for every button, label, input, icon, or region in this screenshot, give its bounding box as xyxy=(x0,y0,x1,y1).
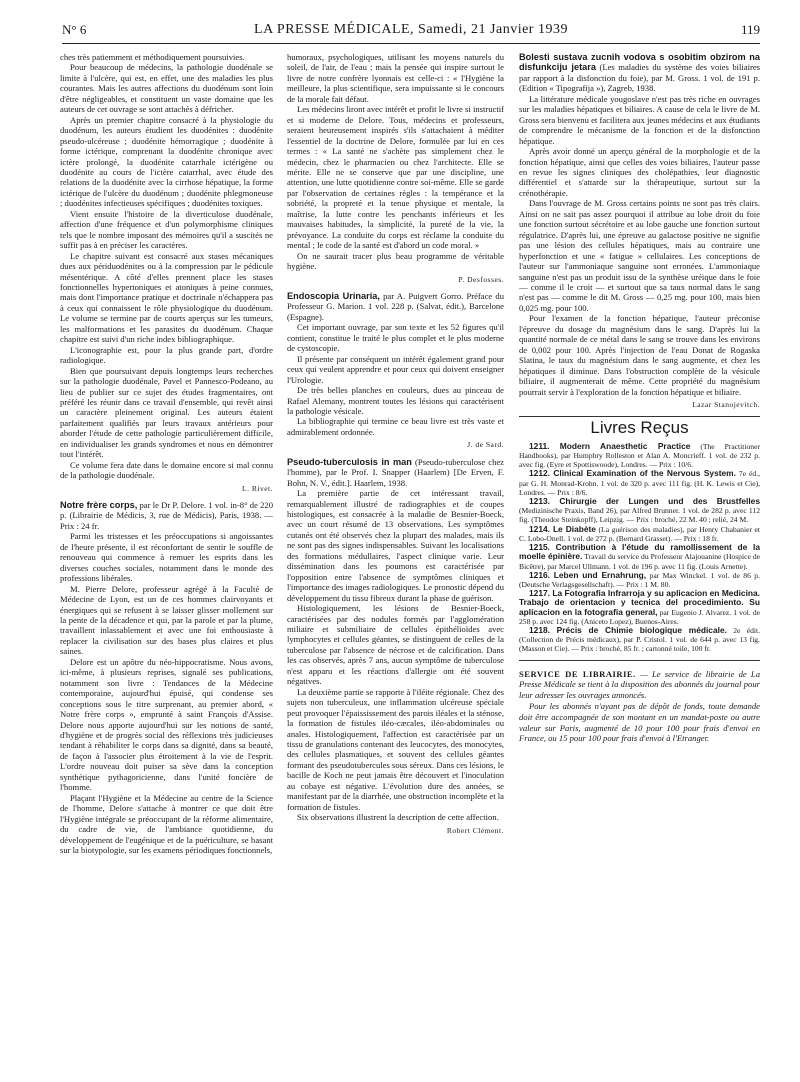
paragraph: Bien que poursuivant depuis longtemps leurs recherches sur la pathologie duodénale, Pavel et Pannesco-Podeano, au lieu de publier sur ce sujet des études fragmentaires, ont préféré les réunir dans ce travail d'ensemble, qui revêt ainsi un caractère pleinement original. Les auteurs étaient parfaitement qualifiés par leurs travaux antérieurs pour aborder l'étude de cette pathologie particulièrement difficile, en individualiser les grands syndromes et nous en démontrer tout l'intérêt. xyxy=(60,365,273,460)
paragraph: L'iconographie est, pour la plus grande part, d'ordre radiologique. xyxy=(60,344,273,366)
column-left xyxy=(60,52,273,1076)
book-entry xyxy=(519,525,760,543)
book-reference: par A. Puigvert Gorro. Préface du Professeur G. Marion. 1 vol. 228 p. (Salvat, édit.), Barcelone (Espagne). xyxy=(287,290,504,322)
review-heading xyxy=(287,291,504,322)
paragraph: La deuxième partie se rapporte à l'iléite régionale. Chez des sujets non tuberculeux, une inflammation ulcéreuse spéciale peut provoquer l'épaississement des parois iléales et la sténose, la formation de fistules iléo-cæcales, iléo-abdominales ou anales. Histologiquement, l'affection est caractérisée par un tissu de granulations contenant des leucocytes, des monocytes, des cellules plasmatiques, et souvent des cellules géantes formant des pseudotubercules sous séreux. Dans ces lésions, le bacille de Koch ne peut jamais être découvert et l'inoculation au cobaye est négative. L'évolution dure des années, se manifestant par de la diarrhée, une obstruction incomplète et la formation de fistules. xyxy=(287,686,504,812)
book-entry-title: 1214. Le Diabète xyxy=(529,523,596,534)
column-right xyxy=(519,52,760,1076)
book-entry-reference: 2e édit. (Collection de Précis médicaux), par P. Cristol. 1 vol. de 644 p. avec 13 fig. (Masson et Cie). — Prix : broché, 85 fr. ; cartonné toile, 100 fr. xyxy=(519,625,760,654)
book-entry-title: 1215. Contribution à l'étude du ramollissement de la moelle épinière. xyxy=(519,542,760,562)
paragraph: La littérature médicale yougoslave n'est pas très riche en ouvrages sur les maladies hépatiques et biliaires. A cause de cela le livre de M. Gross sera bienvenu et facilitera aux jeunes médecins et aux étudiants de comprendre le mécanisme de la fonction et de la disfonction hépatique. xyxy=(519,93,760,146)
book-entry-reference: par Max Winckel. 1 vol. de 86 p. (Deutsche Verlagsgesellschaft). — Prix : 1 M. 80. xyxy=(519,570,760,589)
paragraph: M. Pierre Delore, professeur agrégé à la Faculté de Médecine de Lyon, est un de ces hommes clairvoyants et énergiques qui se refusent à se laisser glisser mollement sur la pente de la décadence et qui, par la parole et par la plume, travaillent inlassablement et avec une foi enthousiaste à replacer la civilisation sur des bases plus claires et plus saines. xyxy=(60,583,273,657)
paragraph: La première partie de cet intéressant travail, remarquablement illustré de radiographies et de coupes histologiques, est consacrée à la maladie de Besnier-Boeck, avec un court résumé de 13 observations. Les symptômes cutanés ont été observés chez la plupart des malades, mais ils ne sont pas des signes indispensables. Suivant les localisations des formations médullaires, l'aspect clinique varie. Leur dissémination dans les poumons est caractérisée par l'opposition entre l'absence de symptômes cliniques et l'importance des images radiologiques. Le pronostic dépend du développement du tissu fibreux durant la phase de guérison. xyxy=(287,488,504,603)
book-reference: par le Dr P. Delore. 1 vol. in-8° de 220 p. (Librairie de Médicis, 3, rue de Médicis), Paris, 1938. — Prix : 24 fr. xyxy=(60,500,273,531)
review-signature: P. Desfosses. xyxy=(458,274,504,284)
review-signature: Robert Clément. xyxy=(446,825,504,835)
paragraph: On ne saurait tracer plus beau programme de véritable hygiène. xyxy=(287,250,504,272)
book-entry-reference: 7e éd., par G. H. Monrad-Krohn. 1 vol. de 320 p. avec 111 fig. (H. K. Lewis et Cie), Londres. — Prix : 8/6. xyxy=(519,469,760,497)
paragraph: Histologiquement, les lésions de Besnier-Boeck, caractérisées par des nodules formés par l'agglomération miliaire et submiliaire de cellules épithélioïdes avec lymphocytes et cellules géantes, se distinguent de celles de la tuberculose par l'absence de nécrose et de calcification. Dans les cas observés, après 7 ans, aucun symptôme de tuberculose n'est apparu et les réactions d'allergie ont été souvent négatives. xyxy=(287,603,504,687)
paragraph: La bibliographie qui termine ce beau livre est très vaste et admirablement ordonnée. xyxy=(287,416,504,437)
paragraph: Plaçant l'Hygiène et la Médecine au centre de la Science de l'homme, Delore s'attache à montrer ce que doit être l'Hygiène intégrale se préoccupant de la réforme alimentaire, du cadre de vie, de l'ambiance quotidienne, du développement de l'eugénique et de la puériculture, se basant sur la biotypologie, sur les examens périodiques fonctionnels, xyxy=(60,792,273,855)
book-entry-title: 1217. La Fotografia Infrarroja y su aplicacion en Medicina. Trabajo de orientacion y tecnica del procedimiento. Su aplicacion en la fotografia general, xyxy=(519,588,760,617)
paragraph: Cet important ouvrage, par son texte et les 52 figures qu'il contient, constitue le traité le plus complet et le plus moderne de cystoscopie. xyxy=(287,322,504,354)
section-heading-livres-recus: Livres Reçus xyxy=(590,418,689,438)
book-entry-reference: Travail du service du Professeur Alajouanine (Hospice de Bicêtre), par Marcel Ullmann. 1 vol. de 196 p. avec 11 fig. (Louis Arnette). xyxy=(519,552,760,571)
book-title: Endoscopia Urinaria, xyxy=(287,290,380,301)
review-signature: L. Rivet. xyxy=(242,483,273,493)
book-entry xyxy=(519,469,760,497)
books-received-list xyxy=(519,442,760,654)
book-entry-title: 1211. Modern Anaesthetic Practice xyxy=(529,440,691,451)
review-signature: J. de Sard. xyxy=(467,440,504,450)
paragraph: Parmi les tristesses et les préoccupations si angoissantes de l'heure présente, il est réconfortant de sentir le souffle de renouveau qui commence à remuer les esprits dans les diverses couches sociales, notamment dans le monde des professions libérales. xyxy=(60,531,273,584)
section-divider xyxy=(519,660,760,661)
page-number: 119 xyxy=(740,22,760,37)
header-rule xyxy=(62,43,760,44)
issue-number: N° 6 xyxy=(62,22,87,37)
book-entry xyxy=(519,589,760,626)
book-entry xyxy=(519,497,760,525)
paragraph: Après avoir donné un aperçu général de la morphologie et de la fonction hépatique, ainsi que celles des voies biliaires, l'auteur passe en revue les signes cliniques des cholépathies, leur diagnostic différentiel et s'attarde sur la thérapeutique, surtout sur la crénothérapie. xyxy=(519,146,760,198)
paragraph: Il présente par conséquent un intérêt également grand pour ceux qui veulent apprendre et pour ceux qui doivent enseigner l'Urologie. xyxy=(287,353,504,385)
book-entry-title: 1218. Précis de Chimie biologique médicale. xyxy=(529,624,727,635)
service-paragraph xyxy=(519,669,760,701)
library-service-notice xyxy=(519,669,760,745)
book-entry-reference: (The Practitioner Handbooks), par Humphry Rolleston et Alan A. Moncrieff. 1 vol. de 232 p. avec fig. (Eyre et Spottiswoode), Londres. — Prix : 10/6. xyxy=(519,441,760,470)
review-heading xyxy=(60,500,273,531)
paragraph: ches très patiemment et méthodiquement poursuivies. xyxy=(60,52,245,62)
paragraph: Dans l'ouvrage de M. Gross certains points ne sont pas très clairs. Ainsi on ne sait pas assez pourquoi il attribue au lobe droit du foie une fonction surtout sécrétoire et au lobe gauche une fonction surtout régulatrice. D'après lui, une épreuve au galactose positive ne signifie pas une lésion des cellules hépatiques, mais au contraire une hyperfonction et une « fatigue » cellulaires. Les conceptions de l'auteur sur l'ammoniaque sanguine sont erronées. L'ammoniaque sanguine n'est pas un produit issu de la synthèse uréique dans le foie — comme il le croit — et surtout que sa taux normal dans le sang n'est pas — comme le dit M. Gross — 0,25 mg. pour 100, mais bien 0,025 mg. pour 100. xyxy=(519,198,760,313)
paragraph: Pour beaucoup de médecins, la pathologie duodénale se limite à l'ulcère, qui est, en effet, une des maladies les plus courantes. Mais les autres affections du duodénum sont loin d'être négligeables, et constituent un vaste domaine que les auteurs de cet ouvrage se sont attachés à défricher. xyxy=(60,62,273,115)
service-text: — Le service de librairie de La Presse Médicale se tient à la disposition des abonnés du journal pour leur adresser les ouvrages annoncés. xyxy=(519,668,760,701)
review-heading xyxy=(287,457,504,488)
review-signature: Lazar Stanojevitch. xyxy=(692,399,760,409)
paragraph: Vient ensuite l'histoire de la diverticulose duodénale, affection d'une fréquence et d'un polymorphisme cliniques tels que le nombre imposant des mémoires qu'il a suscités ne suffit pas à en préciser les caractères. xyxy=(60,208,273,251)
book-reference: (Les maladies du système des voies biliaires par rapport à la disfonction du foie), par M. Gross. 1 vol. de 191 p. (Edition « Tipografija »), Zagreb, 1938. xyxy=(519,62,760,94)
book-entry xyxy=(519,571,760,589)
book-entry-title: 1213. Chirurgie der Lungen und des Brustfelles xyxy=(529,496,760,507)
paragraph: Après un premier chapitre consacré à la physiologie du duodénum, les auteurs étudient les duodénites : duodénite pseudo-ulcéreuse ; duodénite hémorragique ; duodénite à forme ictérique, comprenant la duodénite chronique avec ictère prolongé, la duodénite catarrhale ictérigène ou duodénite au cours de l'ictère catarrhal, avec étude des relations de la duodénite avec la cirrhose hépatique, la forme ictérique de l'ulcère du duodénum ; duodénite phlegmoneuse ; duodénites infectieuses spécifiques ; duodénites toxiques. xyxy=(60,114,273,209)
book-entry-reference: par Eugenio J. Alvarez. 1 vol. de 258 p. avec 124 fig. (Aniceto Lopez), Buenos-Aires. xyxy=(519,607,760,626)
book-entry-title: 1212. Clinical Examination of the Nervous System. xyxy=(529,468,736,479)
book-entry-reference: (Medizinische Praxis, Band 26), par Alfred Brunner. 1 vol. de 282 p. avec 112 fig. (Theodor Steinkopff), Leipzig. — Prix : broché, 22 M. 40 ; relié, 24 M. xyxy=(519,506,760,525)
section-divider xyxy=(519,416,760,417)
book-entry-reference: (La guérison des maladies), par Henry Chabanier et C. Lobo-Onell. 1 vol. de 272 p. (Bernard Grasset). — Prix : 18 fr. xyxy=(519,524,760,543)
paragraph: Six observations illustrent la description de cette affection. xyxy=(297,812,499,823)
paragraph: De très belles planches en couleurs, dues au pinceau de Rafael Alemany, montrent toutes les lésions qui caractérisent la pathologie vésicale. xyxy=(287,385,504,416)
review-heading xyxy=(519,52,760,94)
paragraph: humoraux, psychologiques, utilisant les moyens naturels du soleil, de l'air, de l'eau ; mais la pensée qui inspire surtout le livre de notre confrère lyonnais est celle-ci : « l'Hygiène la meilleure, la plus scientifique, sera impuissante si le concours de la morale fait défaut. xyxy=(287,52,504,104)
column-middle xyxy=(287,52,504,1076)
journal-title: LA PRESSE MÉDICALE, Samedi, 21 Janvier 1939 xyxy=(254,22,568,37)
book-entry xyxy=(519,543,760,571)
paragraph: Le chapitre suivant est consacré aux stases mécaniques dues aux périduodénites ou à la compression par le pédicule mésentérique. A côté d'elles prennent place les stases fonctionnelles hypertoniques et atoniques à peine connues, mais dont l'importance pratique et doctrinale n'échappera pas à ceux qui connaissent le rôle physiologique du duodénum. Le volume se termine par de courts aperçus sur les tumeurs, les malformations et les parasites du duodénum. Chaque chapitre est suivi d'un riche index bibliographique. xyxy=(60,250,273,345)
book-title: Notre frère corps, xyxy=(60,500,138,511)
paragraph: Delore est un apôtre du néo-hippocratisme. Nous avons, ici-même, à plusieurs reprises, signalé ses publications, notamment son livre : Tendances de la Médecine contemporaine, aujourd'hui épuisé, qui condense ses conceptions sous le titre surprenant, au premier abord, « Notre frère corps », emprunté à saint François d'Assise. Delore nous apporte aujourd'hui sur les notions de santé, d'hygiène et de progrès social des réflexions très judicieuses tendant à réhabiliter le corps dans sa dignité, dans sa beauté, de façon à l'associer plus étroitement à la vie de l'esprit. L'ordre nouveau doit puiser sa sève dans la conception synthétique pythagoricienne, dans l'unité foncière de l'homme. xyxy=(60,656,273,793)
book-entry xyxy=(519,442,760,470)
book-entry xyxy=(519,626,760,654)
book-title: Bolesti sustava zucnih vodova s osobitim obzirom na disfunkciju jetara xyxy=(519,52,760,73)
paragraph: Ce volume fera date dans le domaine encore si mal connu de la pathologie duodénale. xyxy=(60,459,273,481)
paragraph: Pour l'examen de la fonction hépatique, l'auteur préconise l'épreuve du dosage du magnésium dans le sang. D'après lui la quantité normale de ce métal dans le sang se trouve dans les environs de 0,002 pour 100. Après l'injection de l'eau Donat de Rogaska Slatina, le taux du magnésium dans le sang augmente, et chez les hépatiques il diminue. Dans l'obstruction complète de la vésicule biliaire, il augmenterait de même. Cette propriété du magnésium pourrait servir à l'exploration de la fonction hépatique et biliaire. xyxy=(519,313,760,397)
book-entry-title: 1216. Leben und Ernahrung, xyxy=(529,569,647,580)
paragraph: Les médecins liront avec intérêt et profit le livre si instructif et si moderne de Delore. Tous, médecins et professeurs, seraient heureusement inspirés s'ils s'attachaient à méditer l'essentiel de la doctrine de Delore, formulée par lui en ces termes : « La santé ne s'achète pas simplement chez le médecin, chez le pharmacien ou chez l'architecte. Elle se mérite. Elle ne se conserve que par une discipline, une attention, une lutte quotidienne contre soi-même. Elle se garde par l'observation de certaines règles : la tempérance et la sobriété, la propreté et la tenue physique et mentale, la maîtrise, la lutte contre les penchants inférieurs et les mauvaises habitudes, la simplicité, la pureté de la vie, la prévoyance. La conduite du corps est réclame la conduite du mental ; le code de la santé est d'abord un code moral. » xyxy=(287,104,504,251)
page-header xyxy=(62,22,760,40)
book-title: Pseudo-tuberculosis in man xyxy=(287,456,412,467)
service-paragraph: Pour les abonnés n'ayant pas de dépôt de fonds, toute demande doit être accompagnée de son montant en un mandat-poste ou autre valeur sur Paris, augmenté de 10 pour 100 pour frais d'envoi en France, ou 15 pour 100 pour frais d'envoi à l'Etranger. xyxy=(519,700,760,744)
service-heading: SERVICE DE LIBRAIRIE. xyxy=(519,668,636,679)
book-reference: (Pseudo-tuberculose chez l'homme), par le Prof. I. Snapper (Haarlem) [De Erven, F. Bohn, N. V., édit.]. Haarlem, 1938. xyxy=(287,456,504,488)
